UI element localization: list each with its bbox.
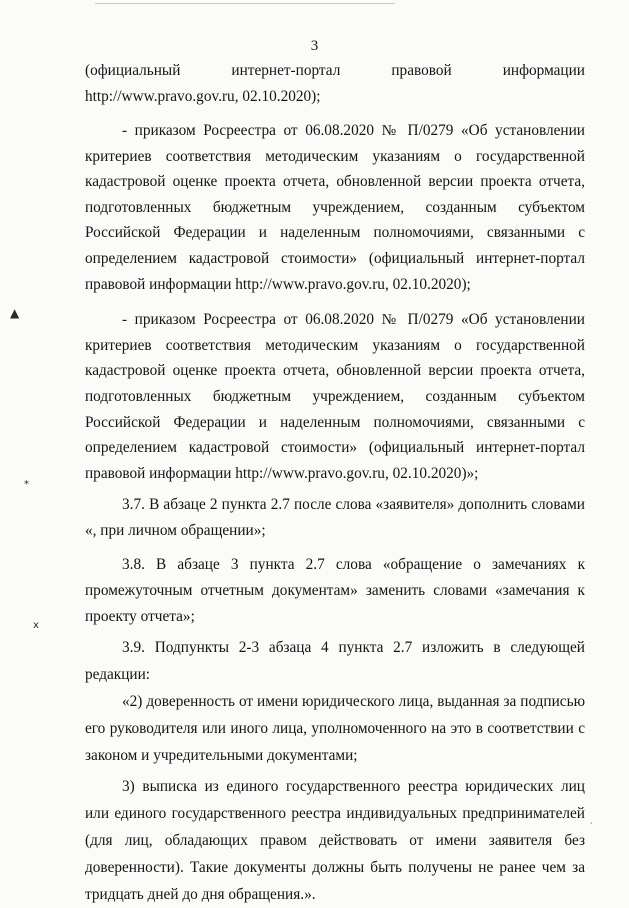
- paragraph-3: - приказом Росреестра от 06.08.2020 № П/0279 «Об установлении критериев соответствия методическим указаниям о государственной кадастровой оценке проекта отчета, обновленной версии проекта отчета, подготовленных бюджетным учреждением, созданным субъектом Российской Федерации и наделенным полномочиями, связанными с определением кадастровой стоимости» (официальный интернет-портал правовой информации http://www.pravo.gov.ru, 02.10.2020)»;: [85, 311, 585, 482]
- paragraph-1-line-2: http://www.pravo.gov.ru, 02.10.2020);: [85, 88, 321, 105]
- paragraph-subitem-2: «2) доверенность от имени юридического лица, выданная за подписью его руководителя или иного лица, уполномоченного на это в соответствии с законом и учредительными документами;: [85, 693, 585, 765]
- paragraph-3-9: 3.9. Подпункты 2-3 абзаца 4 пункта 2.7 изложить в следующей редакции:: [85, 639, 585, 684]
- page-number: 3: [310, 38, 319, 54]
- paragraph-subitem-3: 3) выписка из единого государственного реестра юридических лиц или единого государственного реестра индивидуальных предпринимателей (для лиц, обладающих правом действовать от имени заявителя без доверенности). Такие документы должны быть получены не ранее чем за тридцать дней до дня обращения.».: [85, 778, 585, 904]
- scan-top-edge-line: [95, 3, 395, 4]
- margin-scan-speck-icon: ⁎: [24, 476, 29, 487]
- margin-scan-tick-icon: ⅹ: [33, 620, 39, 631]
- margin-scan-dot-icon: ·: [590, 819, 593, 828]
- margin-scan-mark-icon: ▲: [10, 306, 20, 320]
- paragraph-3-7: 3.7. В абзаце 2 пункта 2.7 после слова «заявителя» дополнить словами «, при личном обращении»;: [85, 496, 585, 540]
- paragraph-3-8: 3.8. В абзаце 3 пункта 2.7 слова «обращение о замечаниях к промежуточным отчетным документам» заменить словами «замечания к проекту отчета»;: [85, 556, 585, 626]
- paragraph-1-line-1: (официальный интернет-портал правовой информации: [85, 62, 585, 79]
- paragraph-2: - приказом Росреестра от 06.08.2020 № П/0279 «Об установлении критериев соответствия методическим указаниям о государственной кадастровой оценке проекта отчета, обновленной версии проекта отчета, подготовленных бюджетным учреждением, созданным субъектом Российской Федерации и наделенным полномочиями, связанными с определением кадастровой стоимости» (официальный интернет-портал правовой информации http://www.pravo.gov.ru, 02.10.2020);: [85, 122, 585, 293]
- document-body: [85, 58, 585, 908]
